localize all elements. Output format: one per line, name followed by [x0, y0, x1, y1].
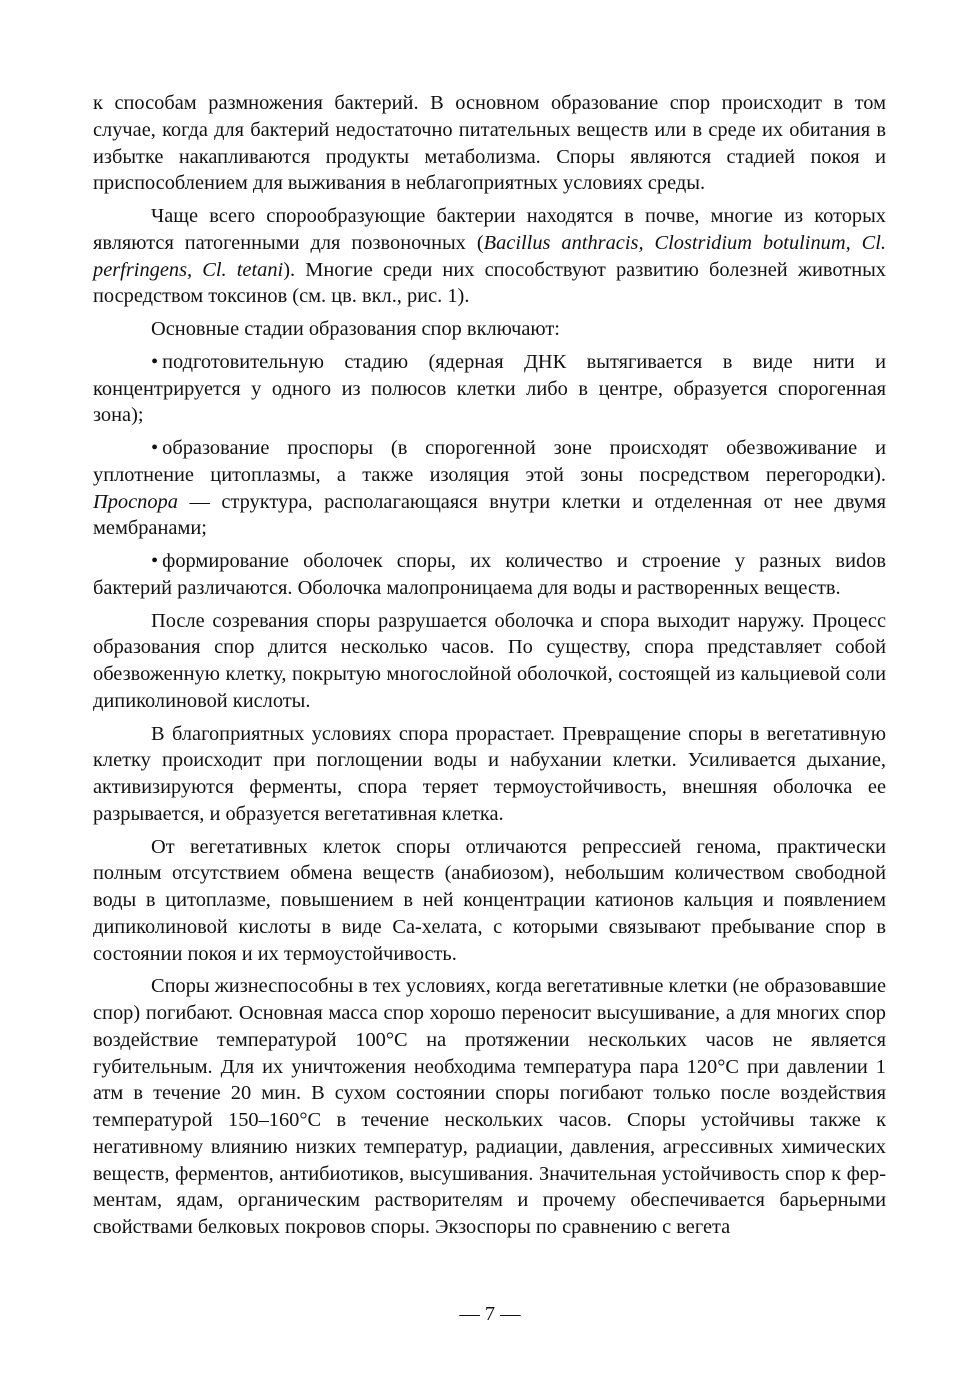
paragraph-germination: В благоприятных условиях спора прорастает. Превращение споры в вегетативную клетку происходит при поглощении воды и набухании клетки. Усиливается дыхание, активизируются ферменты, спора теряет термоустойчивость, внешняя оболочка ее разрывается, и образуется вегетативная клетка.: [93, 722, 886, 825]
stage-2-text-after: — структура, располагающаяся внутри клетки и отделенная от нее двумя мембранами;: [93, 490, 886, 540]
list-item-stage-2: [93, 435, 886, 542]
list-item-stage-3: [93, 548, 886, 602]
paragraph-stages-intro: Основные стадии образования спор включают:: [151, 318, 560, 340]
page-number: — 7 —: [459, 1303, 521, 1325]
paragraph-maturation: После созревания споры разрушается оболочка и спора выходит наружу. Процесс образования спор длится несколько часов. По существу, спора представляет собой обезвоженную клетку, покрытую многослойной оболочкой, состоящей из кальциевой соли дипиколиновой кислоты.: [93, 609, 886, 712]
paragraph-intro-continued: к способам размножения бактерий. В основном образование спор происходит в том случае, когда для бактерий недостаточно питательных веществ или в среде их обитания в избытке накапливаются продукты метаболизма. Споры являются стадией покоя и приспособлением для выживания в неблагоприятных условиях среды.: [93, 92, 886, 195]
bullet-icon: •: [151, 350, 159, 373]
page-body: [93, 90, 886, 1241]
paragraph-viability: Споры жизнеспособны в тех условиях, когда вегетативные клетки (не образовавшие спор) погибают. Основная масса спор хорошо переносит высушивание, а для многих спор воздействие температурой 100°С на протяжении нескольких часов не является губительным. Для их уничтожения необходима температура пара 120°С при давлении 1 атм в течение 20 мин. В сухом состоянии споры погибают только после воздействия температурой 150–160°С в течение нескольких часов. Споры устойчивы также к негативному влиянию низких температур, радиации, давления, агрессивных химических веществ, ферментов, антибиотиков, высушивания. Значительная устойчивость спор к ферментам, ядам, органическим растворителям и прочему обеспечивается барьерными свойствами белковых покровов споры. Экзоспоры по сравнению с вегета: [93, 975, 886, 1238]
species-list: Bacillus anthracis, Clostridium botulinum, Cl. perfringens, Cl. tetani: [93, 231, 886, 281]
stage-2-text-before: образование проспоры (в спорогенной зоне происходят обезвоживание и уплотнение цитоплазмы, а также изоляция этой зоны посредством перегородки).: [93, 437, 886, 486]
list-item-stage-1: [93, 349, 886, 429]
bullet-icon: •: [151, 550, 159, 572]
stage-1-text: подготовительную стадию (ядерная ДНК вытягивается в виде нити и концентрируется у одного из полюсов клетки либо в центре, образуется спорогенная зона);: [93, 350, 886, 427]
term-prospora: Проспора: [93, 490, 178, 513]
stage-3-text: формирование оболочек споры, их количество и строение у разных виdов бактерий различаются. Оболочка малопроницаема для воды и растворенных веществ.: [93, 550, 886, 599]
paragraph-soil-bacteria: [93, 203, 886, 310]
soil-text-after: ). Многие среди них способствуют развитию болезней животных посредством токсинов (см. цв. вкл., рис. 1).: [93, 258, 886, 308]
paragraph-differences: От вегетативных клеток споры отличаются репрессией генома, практически полным отсутствием обмена веществ (анабиозом), небольшим количеством свободной воды в цитоплазме, повышением в ней концентрации катионов кальция и появлением дипиколиновой кислоты в виде Са-хелата, с которыми связывают пребывание спор в состоянии покоя и их термоустойчивость.: [93, 835, 886, 965]
soil-text-before: Чаще всего спорообразующие бактерии находятся в почве, многие из которых являются патогенными для позвоночных (: [93, 205, 886, 254]
bullet-icon: •: [151, 437, 159, 459]
